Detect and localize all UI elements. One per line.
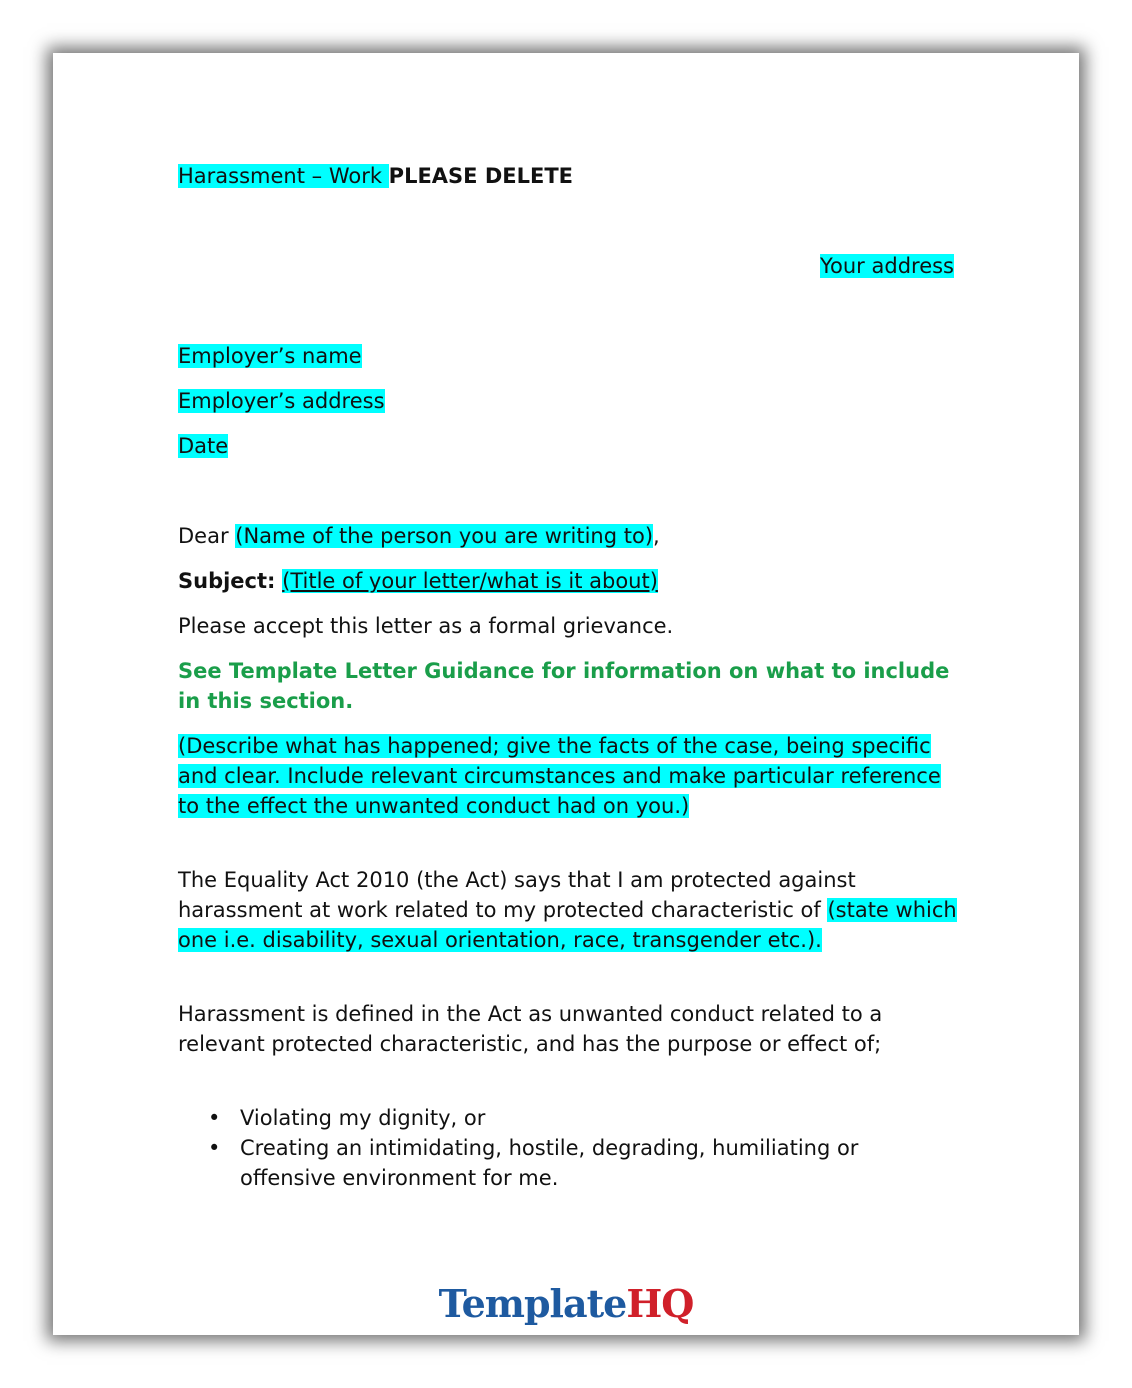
effects-list (178, 1103, 958, 1193)
your-address: Your address (819, 254, 954, 278)
characteristic-placeholder: (state which one i.e. disability, sexual orientation, race, transgender etc.). (178, 898, 957, 952)
heading-please-delete: PLEASE DELETE (388, 164, 573, 188)
heading-highlight: Harassment – Work (178, 164, 389, 188)
subject-line (178, 566, 658, 596)
recipient-name: (Name of the person you are writing to) (235, 524, 654, 548)
guidance-note: See Template Letter Guidance for information on what to include in this section. (178, 659, 950, 713)
equality-act-paragraph: The Equality Act 2010 (the Act) says that I am protected against harassment at work related to my protected characteristic of (state which one i.e. disability, sexual orientation, race, transgender etc.). (178, 868, 957, 952)
letter-date: Date (178, 434, 229, 458)
employer-address: Employer’s address (178, 389, 385, 413)
subject-label: Subject: (178, 569, 276, 593)
harassment-definition: Harassment is defined in the Act as unwanted conduct related to a relevant protected characteristic, and has the purpose or effect of; (178, 1002, 883, 1056)
formal-grievance-line: Please accept this letter as a formal grievance. (178, 614, 674, 638)
salutation: Dear (Name of the person you are writing to), (178, 524, 660, 548)
describe-paragraph: (Describe what has happened; give the facts of the case, being specific and clear. Include relevant circumstances and make particular reference to the effect the unwanted conduct had on you.) (178, 734, 941, 818)
document-heading (178, 161, 573, 191)
list-item: • Creating an intimidating, hostile, degrading, humiliating or offensive environment for me. (240, 1133, 958, 1193)
bullet-icon: • (208, 1106, 221, 1130)
document-page (53, 53, 1079, 1335)
employer-name: Employer’s name (178, 344, 362, 368)
subject-value: (Title of your letter/what is it about) (282, 569, 658, 593)
bullet-icon: • (208, 1136, 221, 1160)
templatehq-logo: TemplateHQ (438, 1281, 694, 1326)
list-item: • Violating my dignity, or (240, 1103, 958, 1133)
